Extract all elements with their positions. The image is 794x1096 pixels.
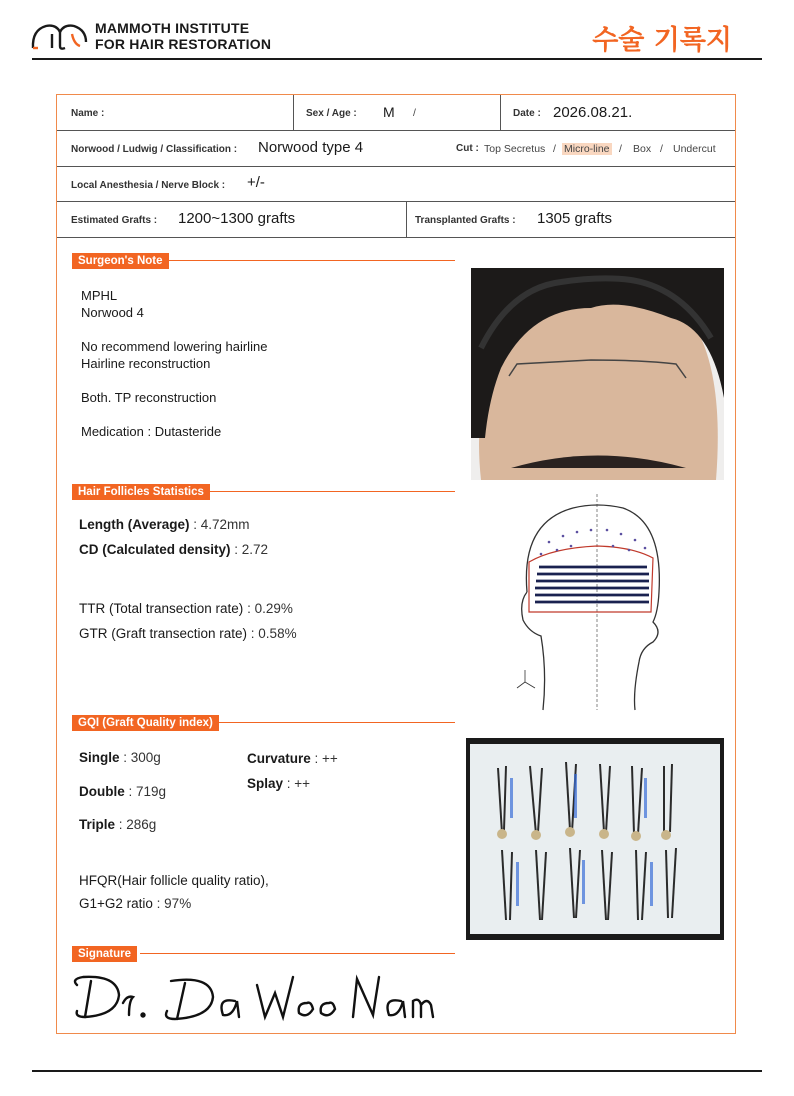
double-value: : 719g [124, 784, 167, 799]
transplanted-grafts-value[interactable]: 1305 grafts [537, 210, 613, 227]
classification-label: Norwood / Ludwig / Classification : [71, 144, 238, 155]
follicle-stats-heading: Hair Follicles Statistics [72, 484, 210, 500]
institute-logo [30, 18, 90, 52]
length-stat [79, 517, 250, 532]
splay-label: Splay [247, 776, 284, 791]
cut-separator: / [660, 143, 663, 155]
divider [293, 95, 294, 130]
curvature-value: : ++ [310, 751, 338, 766]
section-rule [209, 491, 455, 492]
row-grafts [57, 202, 735, 238]
divider [500, 95, 501, 130]
anesthesia-value[interactable]: +/- [247, 174, 265, 191]
ttr-stat [79, 601, 293, 616]
row-name-sex-date [57, 95, 735, 131]
single-value: : 300g [119, 750, 161, 765]
single-stat [79, 750, 161, 765]
note-line: Medication : Dutasteride [81, 424, 222, 439]
note-line: Both. TP reconstruction [81, 390, 217, 405]
length-label: Length (Average) [79, 517, 190, 532]
footer-divider [32, 1070, 762, 1072]
cd-label: CD (Calculated density) [79, 542, 231, 557]
donor-area-diagram [513, 492, 663, 712]
triple-value: : 286g [115, 817, 157, 832]
cut-option-undercut[interactable]: Undercut [673, 143, 716, 155]
ttr-value: : 0.29% [243, 601, 293, 616]
note-line: No recommend lowering hairline [81, 339, 268, 354]
transplanted-grafts-label: Transplanted Grafts : [415, 215, 516, 226]
cut-option-micro-line-selected[interactable]: Micro-line [564, 143, 610, 155]
header-divider [32, 58, 762, 60]
row-classification-cut [57, 131, 735, 167]
sex-age-separator: / [413, 107, 416, 119]
section-rule [140, 953, 455, 954]
classification-value[interactable]: Norwood type 4 [258, 139, 364, 156]
single-label: Single [79, 750, 120, 765]
triple-label: Triple [79, 817, 116, 832]
institute-name-line1: MAMMOTH INSTITUTE [95, 20, 250, 36]
splay-stat [247, 776, 310, 791]
cut-separator: / [553, 143, 556, 155]
row-anesthesia [57, 167, 735, 202]
double-stat [79, 784, 166, 799]
surgeon-note-heading: Surgeon's Note [72, 253, 169, 269]
institute-name-line2: FOR HAIR RESTORATION [95, 36, 272, 52]
gtr-value: : 0.58% [247, 626, 297, 641]
cut-option-box[interactable]: Box [633, 143, 652, 155]
gqi-heading: GQI (Graft Quality index) [72, 715, 219, 731]
signature-image [67, 965, 447, 1025]
note-spacer [81, 372, 267, 389]
estimated-grafts-value[interactable]: 1200~1300 grafts [178, 210, 296, 227]
note-spacer [81, 406, 267, 423]
note-line: Norwood 4 [81, 305, 144, 320]
cut-option-top-secretus[interactable]: Top Secretus [484, 143, 546, 155]
mammoth-logo-icon [30, 18, 90, 52]
double-label: Double [79, 784, 125, 799]
hairline-photo [471, 268, 724, 480]
splay-value: : ++ [283, 776, 311, 791]
grafts-photo [466, 738, 724, 940]
cut-label: Cut : [456, 143, 479, 154]
ttr-label: TTR (Total transection rate) [79, 601, 244, 616]
date-value[interactable]: 2026.08.21. [553, 104, 633, 121]
curvature-label: Curvature [247, 751, 311, 766]
hfqr-line: HFQR(Hair follicle quality ratio), [79, 873, 269, 888]
estimated-grafts-label: Estimated Grafts : [71, 215, 158, 226]
signature-heading: Signature [72, 946, 137, 962]
g1g2-value: : 97% [152, 896, 192, 911]
surgery-record-form [56, 94, 736, 1034]
institute-name [95, 20, 271, 52]
anesthesia-label: Local Anesthesia / Nerve Block : [71, 180, 226, 191]
cd-value: : 2.72 [230, 542, 269, 557]
page-title: 수술 기록지 [592, 25, 732, 56]
date-label: Date : [513, 108, 541, 119]
divider [406, 202, 407, 237]
length-value: : 4.72mm [189, 517, 250, 532]
name-label: Name : [71, 108, 105, 119]
curvature-stat [247, 751, 338, 766]
g1g2-stat [79, 896, 191, 911]
triple-stat [79, 817, 156, 832]
cut-separator: / [619, 143, 622, 155]
note-line: Hairline reconstruction [81, 356, 211, 371]
sex-age-label: Sex / Age : [306, 108, 357, 119]
note-line: MPHL [81, 288, 118, 303]
section-rule [219, 722, 455, 723]
section-rule [169, 260, 455, 261]
sex-value[interactable]: M [383, 104, 395, 120]
note-spacer [81, 321, 267, 338]
signature-text: Dr. Da Woo Nam [67, 965, 75, 966]
cd-stat [79, 542, 268, 557]
surgeon-note-text [81, 287, 267, 440]
gtr-stat [79, 626, 297, 641]
gtr-label: GTR (Graft transection rate) [79, 626, 248, 641]
g1g2-label: G1+G2 ratio [79, 896, 153, 911]
